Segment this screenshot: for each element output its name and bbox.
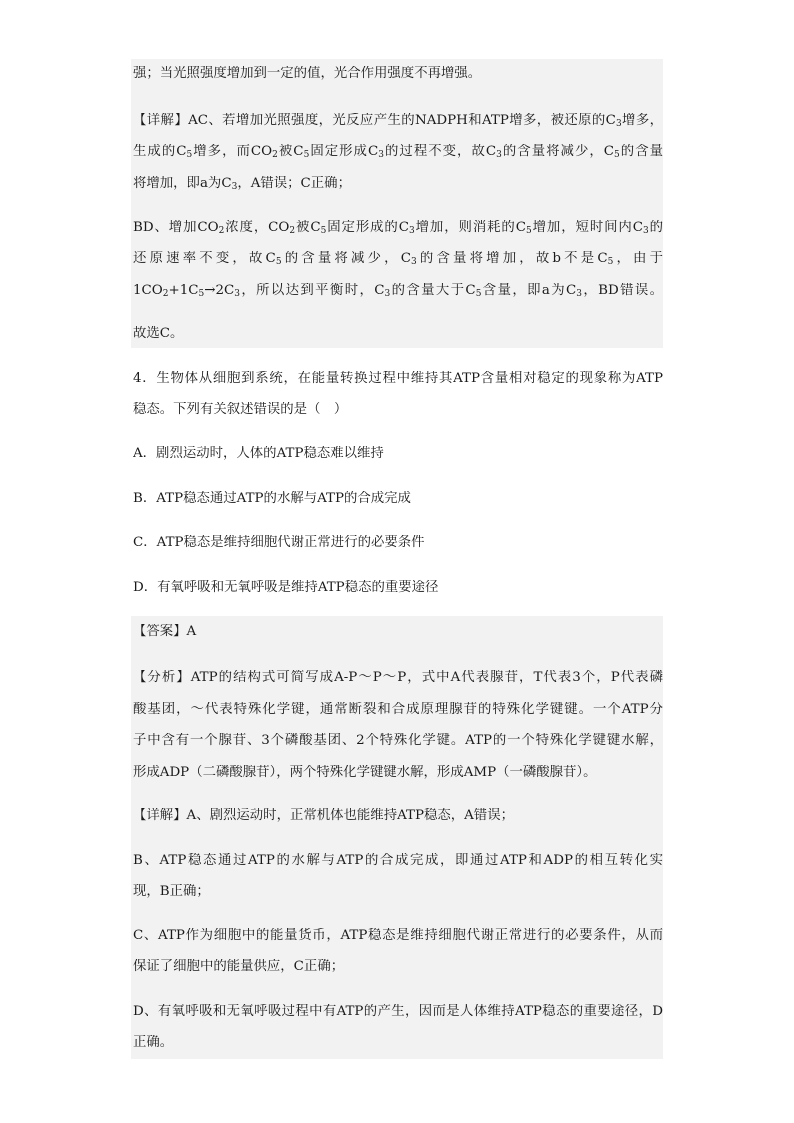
analysis-line: 酸基团，～代表特殊化学键，通常断裂和合成原理腺苷的特殊化学键键。一个ATP分 xyxy=(133,702,663,717)
text-line: 故选C。 xyxy=(133,326,184,341)
analysis-line: 子中含有一个腺苷、3个磷酸基团、2个特殊化学键。ATP的一个特殊化学键键水解， xyxy=(133,733,663,748)
detail-line: 现，B正确； xyxy=(133,884,210,899)
detail-line: D、有氧呼吸和无氧呼吸过程中有ATP的产生，因而是人体维持ATP稳态的重要途径，D xyxy=(133,1004,663,1019)
option-a: A．剧烈运动时，人体的ATP稳态难以维持 xyxy=(133,446,384,461)
option-d: D．有氧呼吸和无氧呼吸是维持ATP稳态的重要途径 xyxy=(133,580,439,595)
detail-line: 【详解】A、剧烈运动时，正常机体也能维持ATP稳态，A错误； xyxy=(133,808,514,823)
detail-line: 正确。 xyxy=(133,1035,174,1050)
text-line: $1CO_2+1C_5\to 2C_3$，所以达到平衡时，$C_3$的含量大于$C_5$含量，即a为$C_3$，BD错误。 xyxy=(133,283,663,299)
text-line: 强；当光照强度增加到一定的值，光合作用强度不再增强。 xyxy=(133,66,482,81)
analysis-line: 【分析】ATP的结构式可简写成A-P～P～P，式中A代表腺苷，T代表3个，P代表磷 xyxy=(133,670,663,685)
detail-line: B、ATP稳态通过ATP的水解与ATP的合成完成，即通过ATP和ADP的相互转化实 xyxy=(133,853,663,868)
detail-line: 保证了细胞中的能量供应，C正确； xyxy=(133,959,345,974)
explanation-shading-1 xyxy=(131,59,663,348)
text-line: 生成的$C_5$增多，而$CO_2$被$C_5$固定形成$C_3$的过程不变，故$C_3$的含量将减少，$C_5$的含量 xyxy=(133,144,663,160)
text-line: 将增加，即a为$C_3$，A错误；C正确； xyxy=(133,176,351,192)
option-b: B．ATP稳态通过ATP的水解与ATP的合成完成 xyxy=(133,491,411,506)
text-line: 还原速率不变，故$C_5$的含量将减少，$C_3$的含量将增加，故b不是$C_5$，由于 xyxy=(133,251,663,267)
text-line: 【详解】AC、若增加光照强度，光反应产生的NADPH和ATP增多，被还原的$C_3$增多， xyxy=(133,113,663,129)
analysis-line: 形成ADP（二磷酸腺苷），两个特殊化学键键水解，形成AMP（一磷酸腺苷）。 xyxy=(133,765,597,780)
question-stem: 稳态。下列有关叙述错误的是（ ） xyxy=(133,402,348,417)
answer-line: 【答案】A xyxy=(133,624,197,639)
text-line: BD、增加$CO_2$浓度，$CO_2$被$C_5$固定形成的$C_3$增加，则消耗的$C_5$增加，短时间内$C_3$的 xyxy=(133,220,663,236)
detail-line: C、ATP作为细胞中的能量货币，ATP稳态是维持细胞代谢正常进行的必要条件，从而 xyxy=(133,928,663,943)
option-c: C．ATP稳态是维持细胞代谢正常进行的必要条件 xyxy=(133,535,425,550)
question-stem: 4．生物体从细胞到系统，在能量转换过程中维持其ATP含量相对稳定的现象称为ATP xyxy=(133,371,663,386)
